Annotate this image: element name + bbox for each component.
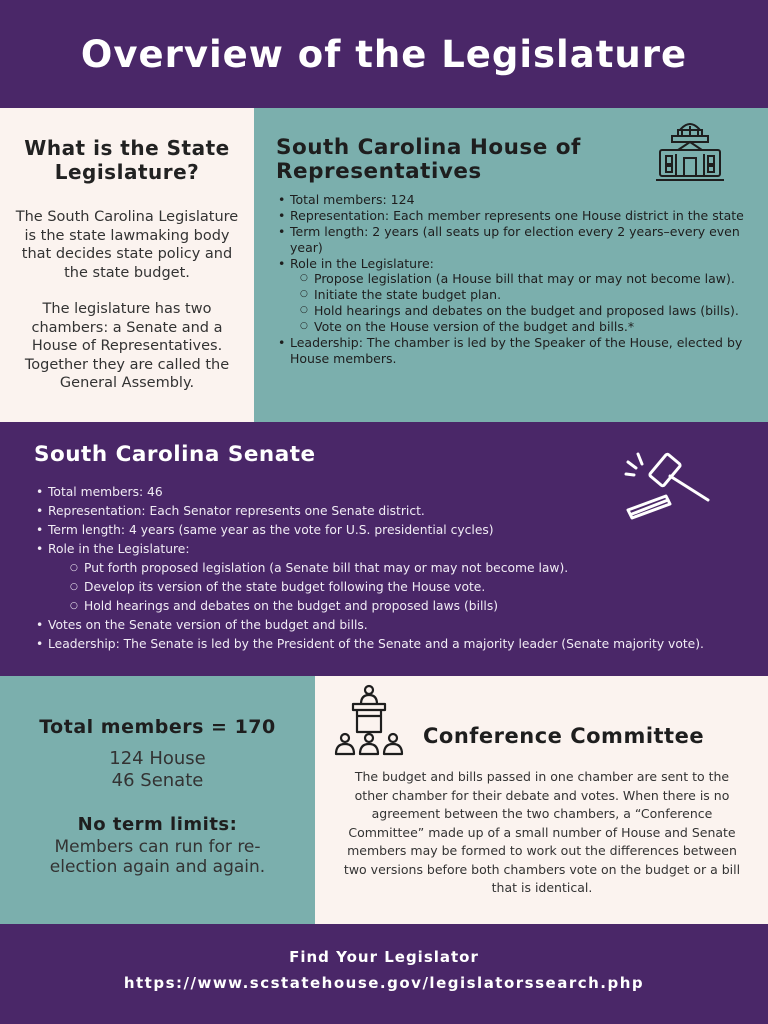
what-is-panel <box>0 108 254 422</box>
committee-podium-icon <box>331 684 407 756</box>
conference-panel <box>315 676 768 924</box>
senate-role-list <box>70 559 738 616</box>
conference-heading: Conference Committee <box>423 724 705 748</box>
intro-row <box>0 108 768 422</box>
conference-text: The budget and bills passed in one chamber are sent to the other chamber for their debate and votes. When there is no agreement between the two chambers, a “Conference Committee” made up of a small number of House and Senate members may be formed to work out the differences between two versions before both chambers vote on the budget or a bill that is identical. <box>343 769 741 895</box>
list-item: • Term length: 4 years (same year as the vote for U.S. presidential cycles) <box>34 521 738 540</box>
house-role-list <box>300 271 754 335</box>
house-heading: South Carolina House of Representatives <box>276 135 581 184</box>
summary-row <box>0 676 768 924</box>
page-title: Overview of the Legislature <box>80 32 688 76</box>
list-item: • Leadership: The Senate is led by the President of the Senate and a majority leader (Senate majority vote). <box>34 635 738 654</box>
list-item <box>276 256 754 335</box>
list-item: • Leadership: The chamber is led by the Speaker of the House, elected by House members. <box>276 335 754 366</box>
what-is-heading: What is the State Legislature? <box>24 136 230 184</box>
list-item: • Total members: 124 <box>276 192 754 208</box>
list-item: • Term length: 2 years (all seats up for election every 2 years–every even year) <box>276 224 754 255</box>
list-item: ○ Initiate the state budget plan. <box>300 287 754 303</box>
totals-heading: Total members = 170 <box>39 716 276 738</box>
house-panel <box>254 108 768 422</box>
house-count: 124 House <box>109 748 206 769</box>
term-limits-text: Members can run for re-election again and again. <box>49 837 266 877</box>
senate-facts-list <box>34 483 738 654</box>
term-limits-heading: No term limits: <box>77 814 238 835</box>
senate-heading: South Carolina Senate <box>34 442 316 467</box>
list-item: • Representation: Each Senator represents one Senate district. <box>34 502 738 521</box>
list-item: • Votes on the Senate version of the budget and bills. <box>34 616 738 635</box>
list-item: • Representation: Each member represents one House district in the state <box>276 208 754 224</box>
what-is-paragraph-2: The legislature has two chambers: a Senate and a House of Representatives. Together they are called the General Assembly. <box>24 301 230 391</box>
house-facts-list <box>276 192 754 366</box>
list-item: ○ Hold hearings and debates on the budget and proposed laws (bills). <box>300 303 754 319</box>
footer-banner <box>0 924 768 1024</box>
senate-panel <box>0 422 768 676</box>
totals-panel <box>0 676 315 924</box>
senate-role-label: Role in the Legislature: <box>48 542 190 556</box>
list-item: ○ Develop its version of the state budget following the House vote. <box>70 578 738 597</box>
senate-count: 46 Senate <box>111 770 204 791</box>
header-banner <box>0 0 768 108</box>
list-item: • Total members: 46 <box>34 483 738 502</box>
find-legislator-label: Find Your Legislator <box>289 948 479 966</box>
list-item: ○ Put forth proposed legislation (a Senate bill that may or may not become law). <box>70 559 738 578</box>
capitol-building-icon <box>654 116 726 188</box>
list-item: ○ Propose legislation (a House bill that may or may not become law). <box>300 271 754 287</box>
list-item <box>34 540 738 616</box>
house-role-label: Role in the Legislature: <box>290 255 434 271</box>
list-item: ○ Hold hearings and debates on the budget and proposed laws (bills) <box>70 597 738 616</box>
what-is-paragraph-1: The South Carolina Legislature is the state lawmaking body that decides state policy and the state budget. <box>15 209 239 281</box>
legislator-search-link[interactable]: https://www.scstatehouse.gov/legislatorssearch.php <box>123 974 645 992</box>
list-item: ○ Vote on the House version of the budget and bills.* <box>300 319 754 335</box>
